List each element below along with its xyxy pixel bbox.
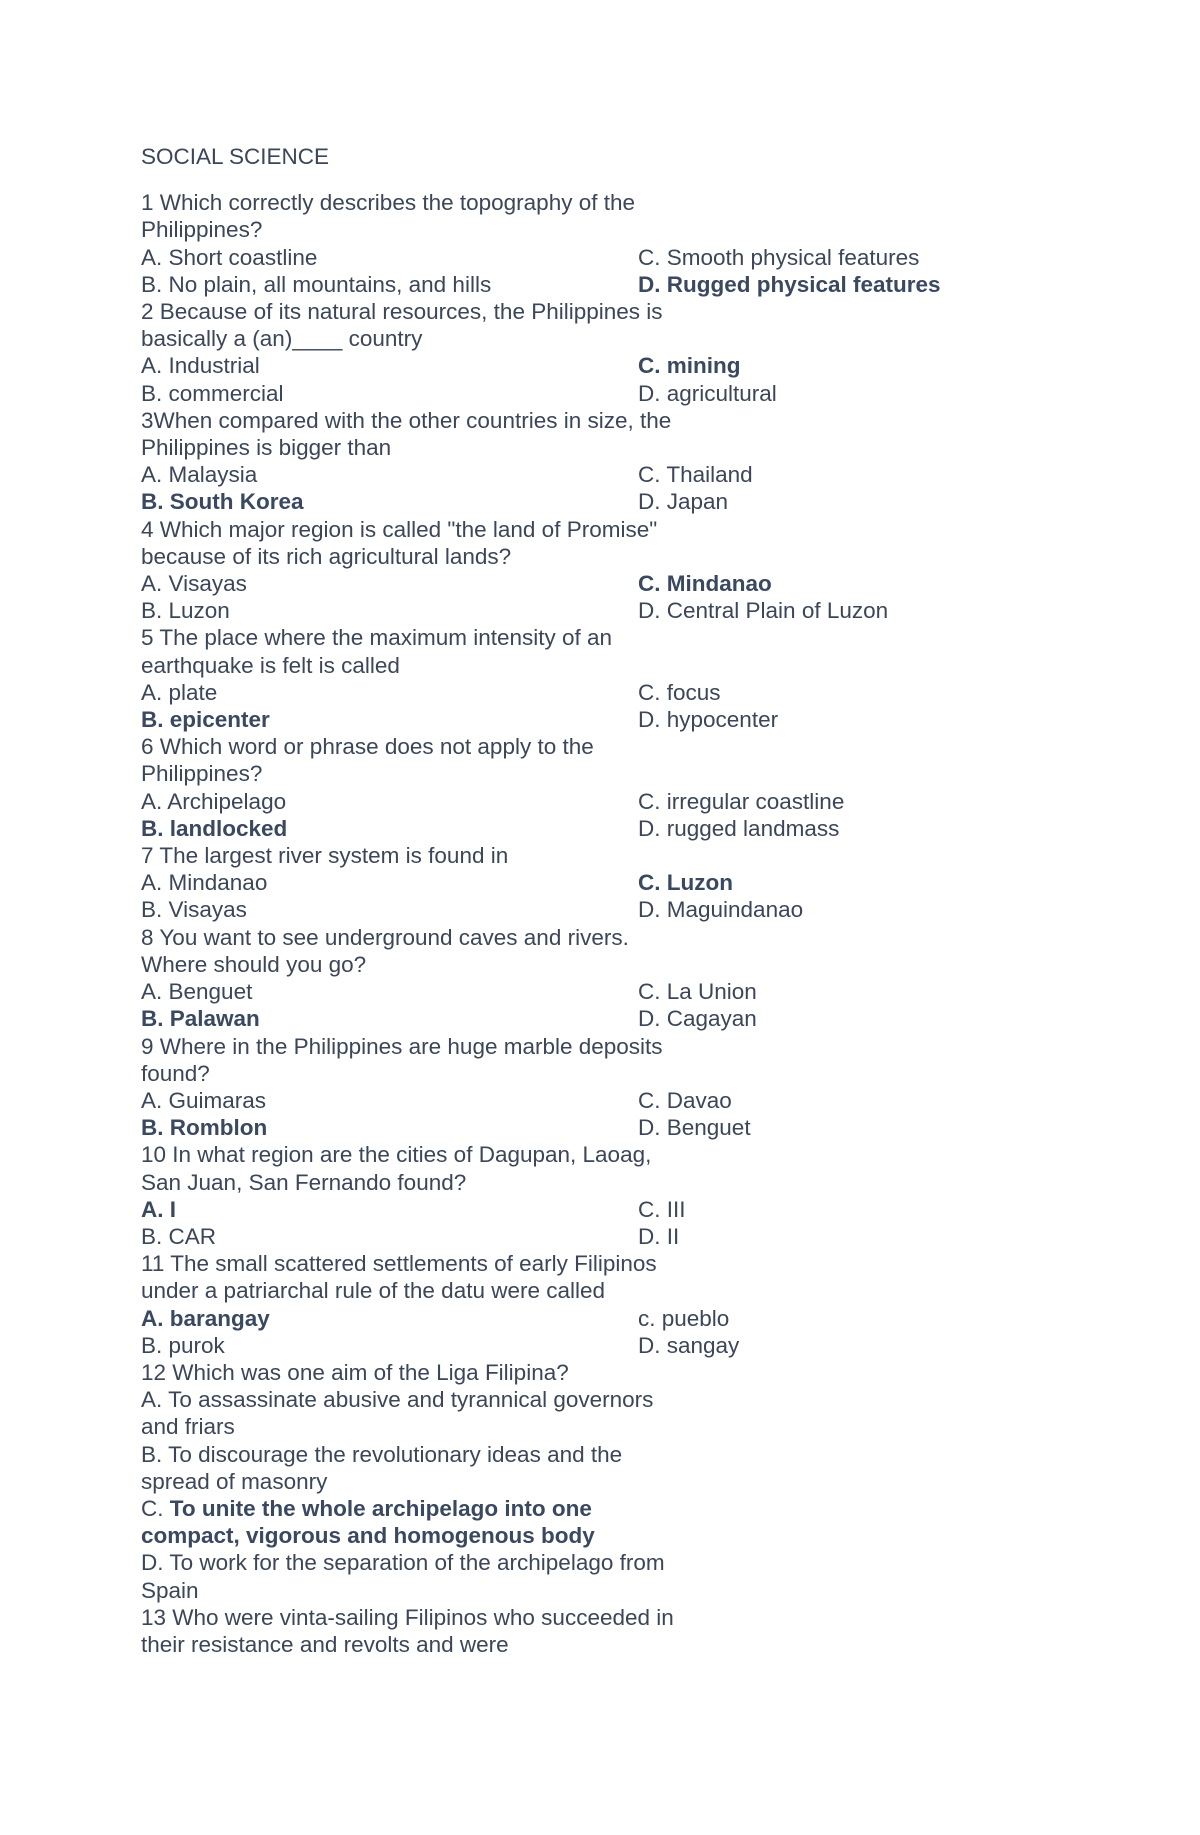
question-text: 9 Where in the Philippines are huge marble deposits found? (141, 1033, 663, 1086)
option-c-prefix: C. (141, 1495, 170, 1521)
question-text: 5 The place where the maximum intensity of an earthquake is felt is called (141, 625, 613, 678)
page-title: SOCIAL SCIENCE (141, 144, 329, 169)
option: C. Davao (638, 1087, 732, 1113)
option: B. No plain, all mountains, and hills (141, 271, 492, 297)
option-row (141, 869, 1001, 896)
question-3 (141, 407, 1001, 516)
option: A. Industrial (141, 353, 260, 379)
option: B. commercial (141, 380, 284, 406)
answer-option: C. Luzon (638, 870, 733, 896)
question-list (141, 189, 1001, 1359)
answer-option: B. Romblon (141, 1115, 268, 1141)
option-d: D. To work for the separation of the archipelago from Spain (141, 1550, 665, 1603)
option-row (141, 488, 1001, 515)
option: A. Malaysia (141, 462, 258, 488)
question-text: 6 Which word or phrase does not apply to the Philippines? (141, 734, 594, 787)
option-row (141, 1087, 1001, 1114)
option: C. irregular coastline (638, 788, 845, 814)
question-7 (141, 842, 1001, 924)
answer-option: B. landlocked (141, 815, 288, 841)
option: B. Luzon (141, 598, 230, 624)
option: D. Japan (638, 489, 729, 515)
option-a: A. To assassinate abusive and tyrannical governors and friars (141, 1387, 654, 1440)
option: C. Smooth physical features (638, 244, 920, 270)
question-text: 12 Which was one aim of the Liga Filipina? (141, 1359, 569, 1385)
option-row (141, 1005, 1001, 1032)
option-row (141, 597, 1001, 624)
option: D. Cagayan (638, 1006, 757, 1032)
question-text: 11 The small scattered settlements of early Filipinos under a patriarchal rule of the datu were called (141, 1251, 657, 1304)
question-2 (141, 298, 1001, 407)
question-4 (141, 516, 1001, 625)
option-row (141, 896, 1001, 923)
option-row (141, 1223, 1001, 1250)
option: D. Maguindanao (638, 897, 804, 923)
document-page (141, 143, 1001, 1658)
option-c-answer: To unite the whole archipelago into one compact, vigorous and homogenous body (141, 1495, 595, 1549)
option-row (141, 380, 1001, 407)
option: A. Guimaras (141, 1087, 267, 1113)
option: C. III (638, 1196, 686, 1222)
answer-option: C. mining (638, 353, 741, 379)
option-row (141, 788, 1001, 815)
option: A. plate (141, 679, 218, 705)
answer-option: B. South Korea (141, 489, 304, 515)
question-text: 2 Because of its natural resources, the Philippines is basically a (an)____ country (141, 299, 663, 352)
option-row (141, 1114, 1001, 1141)
question-1 (141, 189, 1001, 298)
question-12 (141, 1359, 1001, 1604)
option-row (141, 1332, 1001, 1359)
question-11 (141, 1250, 1001, 1359)
option: A. Short coastline (141, 244, 318, 270)
option-row (141, 1196, 1001, 1223)
option: A. Mindanao (141, 870, 268, 896)
option-row (141, 271, 1001, 298)
option: C. La Union (638, 979, 757, 1005)
option: D. II (638, 1223, 680, 1249)
option: C. focus (638, 679, 721, 705)
option: B. purok (141, 1332, 225, 1358)
question-text: 7 The largest river system is found in (141, 843, 509, 869)
option-row (141, 244, 1001, 271)
question-text: 13 Who were vinta-sailing Filipinos who succeeded in their resistance and revolts and were (141, 1604, 674, 1657)
option: B. CAR (141, 1223, 217, 1249)
answer-option: A. I (141, 1196, 177, 1222)
answer-option: D. Rugged physical features (638, 271, 941, 297)
option: D. agricultural (638, 380, 777, 406)
option-row (141, 978, 1001, 1005)
option-row (141, 352, 1001, 379)
question-13 (141, 1604, 1001, 1658)
option-row (141, 1305, 1001, 1332)
option: D. sangay (638, 1332, 740, 1358)
option-row (141, 570, 1001, 597)
option: A. Benguet (141, 979, 253, 1005)
option-c (141, 1495, 681, 1549)
option: A. Archipelago (141, 788, 287, 814)
question-text: 1 Which correctly describes the topography of the Philippines? (141, 190, 636, 243)
question-8 (141, 924, 1001, 1033)
answer-option: A. barangay (141, 1305, 270, 1331)
option-row (141, 706, 1001, 733)
option: D. hypocenter (638, 707, 779, 733)
question-10 (141, 1141, 1001, 1250)
answer-option: B. Palawan (141, 1006, 260, 1032)
option-row (141, 815, 1001, 842)
question-text: 10 In what region are the cities of Dagupan, Laoag, San Juan, San Fernando found? (141, 1142, 652, 1195)
option: D. Benguet (638, 1115, 751, 1141)
option-row (141, 461, 1001, 488)
question-text: 3When compared with the other countries in size, the Philippines is bigger than (141, 407, 672, 461)
option-row (141, 679, 1001, 706)
question-5 (141, 624, 1001, 733)
option: B. Visayas (141, 897, 247, 923)
option: C. Thailand (638, 462, 753, 488)
question-text: 8 You want to see underground caves and rivers. Where should you go? (141, 924, 629, 977)
option: c. pueblo (638, 1305, 730, 1331)
question-6 (141, 733, 1001, 842)
answer-option: C. Mindanao (638, 571, 772, 597)
question-9 (141, 1033, 1001, 1142)
answer-option: B. epicenter (141, 707, 270, 733)
option: D. rugged landmass (638, 815, 840, 841)
question-text: 4 Which major region is called "the land of Promise" because of its rich agricultural lands? (141, 516, 658, 569)
option: D. Central Plain of Luzon (638, 598, 889, 624)
option-b: B. To discourage the revolutionary ideas and the spread of masonry (141, 1441, 623, 1494)
option: A. Visayas (141, 571, 247, 597)
